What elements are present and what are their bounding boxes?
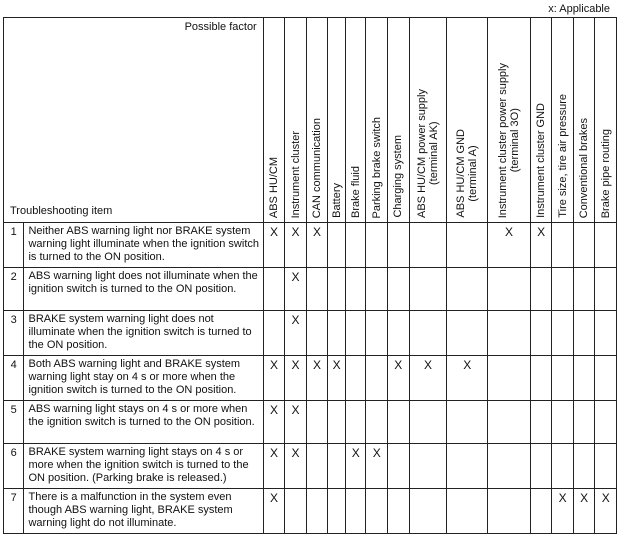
factor-header-charging-system xyxy=(388,18,410,223)
applicable-mark: X xyxy=(345,444,366,489)
empty-cell xyxy=(366,268,388,311)
empty-cell xyxy=(409,223,447,268)
troubleshooting-item-text: Both ABS warning light and BRAKE system warning light stay on 4 s or more when the ignition switch is turned to the ON position. xyxy=(24,356,263,401)
empty-cell xyxy=(447,311,488,356)
empty-cell xyxy=(388,311,410,356)
empty-cell xyxy=(409,489,447,534)
empty-cell xyxy=(345,356,366,401)
factor-header-brake-pipe-routing xyxy=(595,18,617,223)
empty-cell xyxy=(345,223,366,268)
empty-cell xyxy=(409,444,447,489)
factor-header-abs-power-supply xyxy=(409,18,447,223)
empty-cell xyxy=(409,311,447,356)
empty-cell xyxy=(552,356,574,401)
factor-header-tire xyxy=(552,18,574,223)
applicable-mark: X xyxy=(285,356,307,401)
empty-cell xyxy=(595,268,617,311)
empty-cell xyxy=(328,401,346,444)
factor-label: Instrument cluster power supply xyxy=(497,62,509,218)
applicable-mark: X xyxy=(595,489,617,534)
row-number: 4 xyxy=(4,356,24,401)
header-corner-cell xyxy=(4,18,264,223)
empty-cell xyxy=(306,444,328,489)
empty-cell xyxy=(530,356,552,401)
empty-cell xyxy=(447,401,488,444)
possible-factor-label: Possible factor xyxy=(184,21,257,33)
troubleshooting-item-text: BRAKE system warning light does not illuminate when the ignition switch is turned to the ON position. xyxy=(24,311,263,356)
empty-cell xyxy=(388,489,410,534)
factor-label: Conventional brakes xyxy=(578,117,591,218)
header-row xyxy=(4,18,617,223)
empty-cell xyxy=(573,356,595,401)
empty-cell xyxy=(595,356,617,401)
applicable-mark: X xyxy=(285,444,307,489)
empty-cell xyxy=(488,311,531,356)
empty-cell xyxy=(447,268,488,311)
empty-cell xyxy=(488,489,531,534)
factor-label: Charging system xyxy=(392,135,405,218)
empty-cell xyxy=(488,268,531,311)
applicable-mark: X xyxy=(552,489,574,534)
factor-label: ABS HU/CM GND xyxy=(455,129,468,218)
empty-cell xyxy=(595,223,617,268)
table-row xyxy=(4,268,617,311)
troubleshooting-item-label: Troubleshooting item xyxy=(10,205,113,217)
applicable-mark: X xyxy=(328,356,346,401)
factor-label: CAN communication xyxy=(311,117,324,218)
factor-header-instrument-cluster xyxy=(285,18,307,223)
factor-sublabel: (terminal 3O) xyxy=(509,108,521,173)
factor-header-abs-hucm xyxy=(263,18,285,223)
factor-label: Instrument cluster GND xyxy=(535,103,548,218)
empty-cell xyxy=(530,311,552,356)
factor-sublabel: (terminal AK) xyxy=(427,121,440,186)
empty-cell xyxy=(530,401,552,444)
empty-cell xyxy=(263,268,285,311)
troubleshooting-item-text: Neither ABS warning light nor BRAKE system warning light illuminate when the ignition switch is turned to the ON position. xyxy=(24,223,263,268)
factor-header-can-communication xyxy=(306,18,328,223)
empty-cell xyxy=(573,311,595,356)
empty-cell xyxy=(388,401,410,444)
applicable-mark: X xyxy=(388,356,410,401)
empty-cell xyxy=(552,268,574,311)
factor-label: Brake pipe routing xyxy=(599,128,612,218)
applicable-mark: X xyxy=(263,444,285,489)
empty-cell xyxy=(488,401,531,444)
table-row xyxy=(4,356,617,401)
troubleshooting-item-text: ABS warning light does not illuminate when the ignition switch is turned to the ON position. xyxy=(24,268,263,311)
row-number: 2 xyxy=(4,268,24,311)
empty-cell xyxy=(328,311,346,356)
factor-label: Battery xyxy=(330,183,343,218)
applicable-mark: X xyxy=(263,356,285,401)
applicable-mark: X xyxy=(263,489,285,534)
empty-cell xyxy=(328,268,346,311)
empty-cell xyxy=(595,311,617,356)
empty-cell xyxy=(366,401,388,444)
factor-header-conventional-brakes xyxy=(573,18,595,223)
empty-cell xyxy=(530,489,552,534)
empty-cell xyxy=(488,444,531,489)
empty-cell xyxy=(595,401,617,444)
factor-header-parking-brake-switch xyxy=(366,18,388,223)
table-row xyxy=(4,444,617,489)
factor-label: Parking brake switch xyxy=(370,116,383,218)
empty-cell xyxy=(447,489,488,534)
empty-cell xyxy=(447,223,488,268)
empty-cell xyxy=(345,401,366,444)
applicable-mark: X xyxy=(285,268,307,311)
empty-cell xyxy=(306,268,328,311)
empty-cell xyxy=(573,444,595,489)
empty-cell xyxy=(328,444,346,489)
empty-cell xyxy=(306,489,328,534)
empty-cell xyxy=(285,489,307,534)
applicable-mark: X xyxy=(488,223,531,268)
factor-header-brake-fluid xyxy=(345,18,366,223)
empty-cell xyxy=(388,444,410,489)
troubleshooting-item-text: ABS warning light stays on 4 s or more when the ignition switch is turned to the ON position. xyxy=(24,401,263,444)
empty-cell xyxy=(552,311,574,356)
applicable-mark: X xyxy=(366,444,388,489)
empty-cell xyxy=(306,401,328,444)
empty-cell xyxy=(447,444,488,489)
factor-header-cluster-power-supply xyxy=(488,18,531,223)
empty-cell xyxy=(573,268,595,311)
empty-cell xyxy=(366,223,388,268)
empty-cell xyxy=(306,311,328,356)
empty-cell xyxy=(409,268,447,311)
table-row xyxy=(4,489,617,534)
factor-label: Instrument cluster xyxy=(289,130,302,218)
empty-cell xyxy=(345,311,366,356)
empty-cell xyxy=(328,489,346,534)
empty-cell xyxy=(595,444,617,489)
empty-cell xyxy=(573,401,595,444)
factor-label: Brake fluid xyxy=(349,166,362,218)
factor-header-battery xyxy=(328,18,346,223)
empty-cell xyxy=(388,223,410,268)
empty-cell xyxy=(530,444,552,489)
legend-note: x: Applicable xyxy=(548,3,610,15)
row-number: 5 xyxy=(4,401,24,444)
applicable-mark: X xyxy=(306,223,328,268)
factor-sublabel: (terminal A) xyxy=(467,145,480,202)
factor-label: ABS HU/CM power supply xyxy=(415,89,428,218)
empty-cell xyxy=(345,268,366,311)
applicable-mark: X xyxy=(573,489,595,534)
empty-cell xyxy=(366,311,388,356)
row-number: 1 xyxy=(4,223,24,268)
factor-header-cluster-gnd xyxy=(530,18,552,223)
row-number: 6 xyxy=(4,444,24,489)
applicable-mark: X xyxy=(263,401,285,444)
empty-cell xyxy=(388,268,410,311)
applicable-mark: X xyxy=(530,223,552,268)
applicable-mark: X xyxy=(285,401,307,444)
applicable-mark: X xyxy=(285,311,307,356)
table-row xyxy=(4,311,617,356)
empty-cell xyxy=(573,223,595,268)
empty-cell xyxy=(366,489,388,534)
applicable-mark: X xyxy=(409,356,447,401)
empty-cell xyxy=(552,401,574,444)
applicable-mark: X xyxy=(285,223,307,268)
troubleshooting-item-text: BRAKE system warning light stays on 4 s or more when the ignition switch is turned to the ON position. (Parking brake is released.) xyxy=(24,444,263,489)
applicable-mark: X xyxy=(306,356,328,401)
empty-cell xyxy=(366,356,388,401)
empty-cell xyxy=(488,356,531,401)
empty-cell xyxy=(263,311,285,356)
factor-label: ABS HU/CM xyxy=(267,156,280,218)
empty-cell xyxy=(409,401,447,444)
troubleshooting-item-text: There is a malfunction in the system even though ABS warning light, BRAKE system warning light do not illuminate. xyxy=(24,489,263,534)
troubleshooting-table xyxy=(3,17,617,534)
table-row xyxy=(4,223,617,268)
applicable-mark: X xyxy=(263,223,285,268)
factor-label: Tire size, tire air pressure xyxy=(556,94,569,218)
factor-header-abs-gnd xyxy=(447,18,488,223)
empty-cell xyxy=(552,444,574,489)
row-number: 3 xyxy=(4,311,24,356)
empty-cell xyxy=(552,223,574,268)
empty-cell xyxy=(328,223,346,268)
applicable-mark: X xyxy=(447,356,488,401)
table-row xyxy=(4,401,617,444)
row-number: 7 xyxy=(4,489,24,534)
empty-cell xyxy=(345,489,366,534)
empty-cell xyxy=(530,268,552,311)
